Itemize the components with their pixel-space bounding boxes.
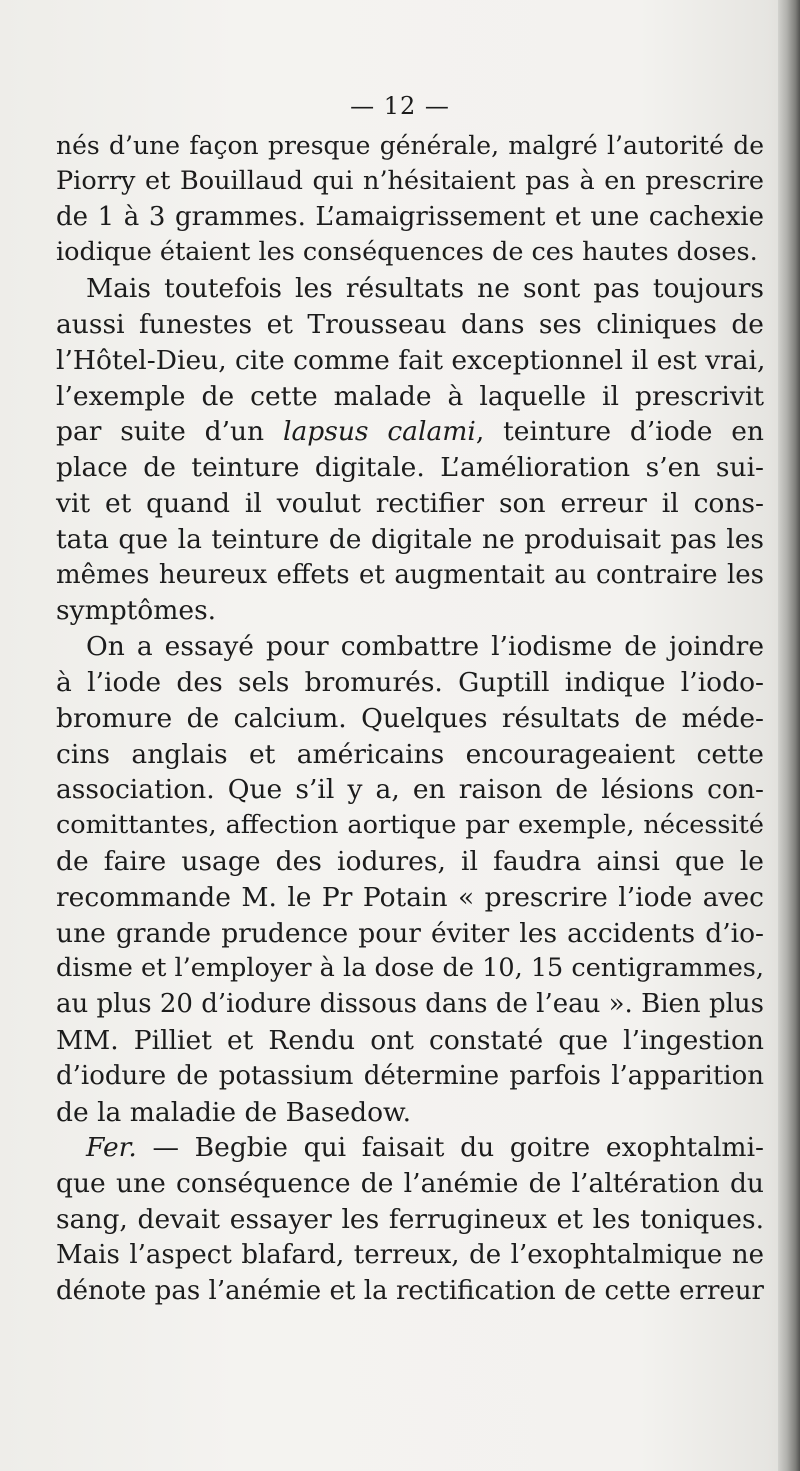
page-edge-shadow: [778, 0, 800, 1471]
text-line: mêmes heureux effets et augmentait au contraire les: [56, 559, 764, 590]
text-line: aussi funestes et Trousseau dans ses cliniques de: [56, 308, 764, 340]
text-line: tata que la teinture de digitale ne produisait pas les: [56, 523, 764, 555]
text-line: iodique étaient les conséquences de ces hautes doses.: [56, 237, 758, 268]
text-line: sang, devait essayer les ferrugineux et les toniques.: [56, 1203, 764, 1235]
text-line: une grande prudence pour éviter les accidents d’io-: [56, 917, 764, 949]
text-line: disme et l’employer à la dose de 10, 15 centigrammes,: [56, 953, 764, 984]
text-line: vit et quand il voulut rectifier son erreur il cons-: [56, 487, 764, 519]
text-line: comittantes, affection aortique par exemple, nécessité: [56, 810, 764, 841]
text-line: par suite d’un lapsus calami, teinture d’iode en: [56, 416, 764, 448]
text-line: à l’iode des sels bromurés. Guptill indique l’iodo-: [56, 666, 764, 698]
text-line: d’iodure de potassium détermine parfois l’apparition: [56, 1060, 764, 1091]
text-line: On a essayé pour combattre l’iodisme de joindre: [86, 631, 764, 663]
text-line: l’exemple de cette malade à laquelle il prescrivit: [56, 380, 764, 412]
text-line: MM. Pilliet et Rendu ont constaté que l’ingestion: [56, 1024, 764, 1056]
text-line: Piorry et Bouillaud qui n’hésitaient pas à en prescrire: [56, 165, 764, 196]
text-line: Fer. — Begbie qui faisait du goitre exophtalmi-: [86, 1132, 764, 1164]
text-line: bromure de calcium. Quelques résultats de méde-: [56, 702, 764, 734]
text-line: de faire usage des iodures, il faudra ainsi que le: [56, 845, 764, 877]
body-text: [56, 128, 764, 1309]
text-line: de 1 à 3 grammes. L’amaigrissement et une cachexie: [56, 201, 764, 232]
text-line: de la maladie de Basedow.: [56, 1096, 412, 1128]
text-line: association. Que s’il y a, en raison de lésions con-: [56, 774, 764, 806]
text-line: l’Hôtel-Dieu, cite comme fait exceptionnel il est vrai,: [56, 344, 766, 376]
text-line: recommande M. le Pr Potain « prescrire l’iode avec: [56, 881, 764, 913]
text-line: au plus 20 d’iodure dissous dans de l’eau ». Bien plus: [56, 989, 764, 1020]
text-line: Mais toutefois les résultats ne sont pas toujours: [86, 273, 764, 305]
page-number: — 12 —: [350, 92, 450, 120]
text-line: symptômes.: [56, 595, 217, 627]
text-line: cins anglais et américains encourageaient cette: [56, 738, 764, 770]
text-line: Mais l’aspect blafard, terreux, de l’exophtalmique ne: [56, 1239, 764, 1270]
text-line: nés d’une façon presque générale, malgré l’autorité de: [56, 131, 764, 160]
text-line: place de teinture digitale. L’amélioration s’en sui-: [56, 452, 764, 484]
text-line: que une conséquence de l’anémie de l’altération du: [56, 1168, 764, 1200]
text-line: dénote pas l’anémie et la rectification de cette erreur: [56, 1275, 764, 1306]
